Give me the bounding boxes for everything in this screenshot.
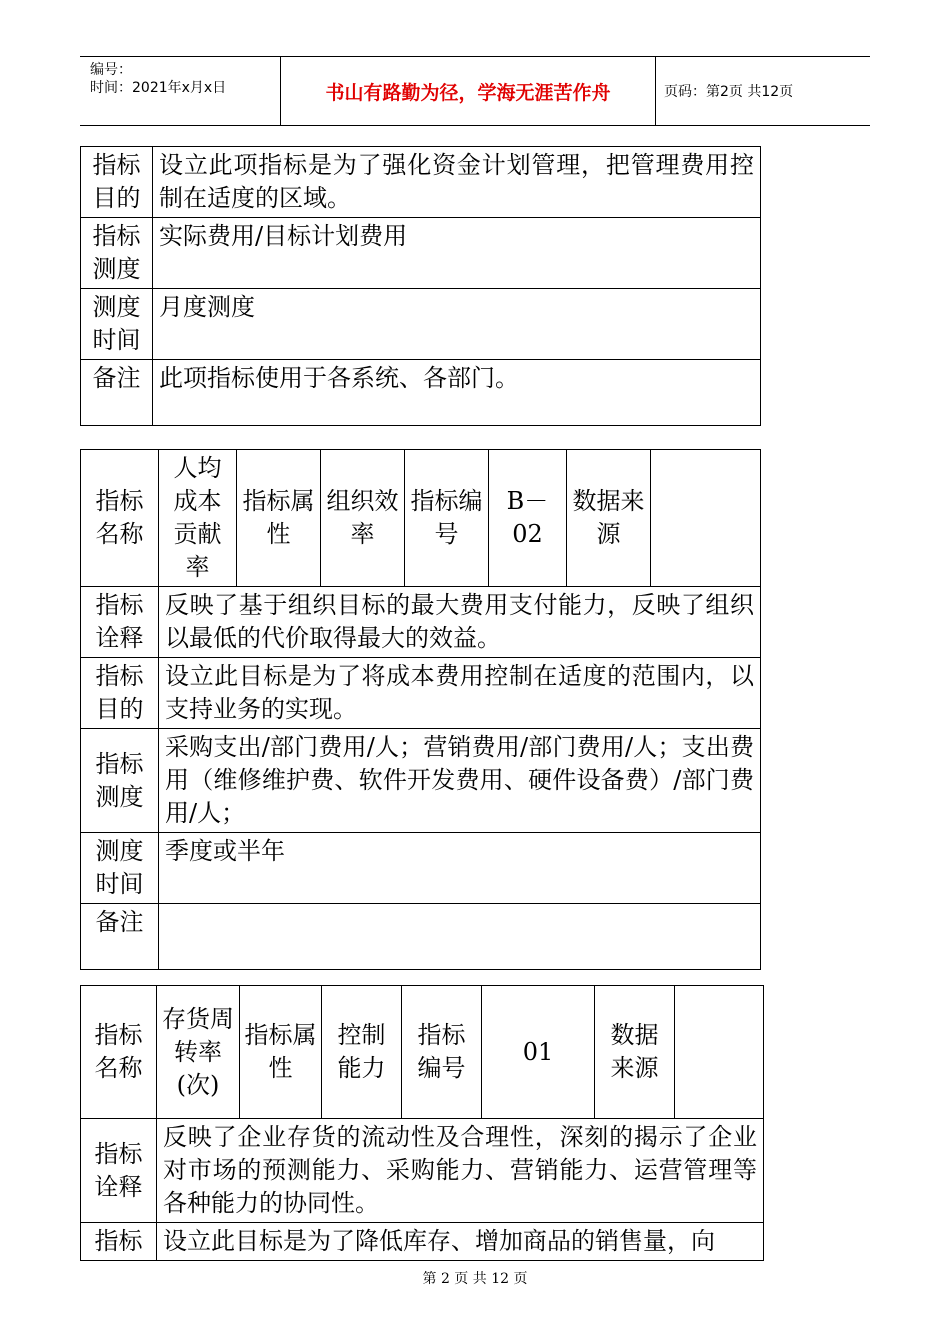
row-label: 指标诠释: [81, 1119, 157, 1223]
row-text: 设立此目标是为了降低库存、增加商品的销售量，向: [157, 1223, 764, 1261]
table-row: [81, 1119, 764, 1223]
row-text: 设立此项指标是为了强化资金计划管理，把管理费用控制在适度的区域。: [153, 147, 761, 218]
table-row: [81, 833, 761, 904]
attr-value: 组织效率: [321, 450, 405, 587]
page-footer: 第 2 页 共 12 页: [422, 1271, 528, 1287]
row-text: [159, 904, 761, 970]
indicator-table-1: [80, 146, 761, 426]
row-text: 月度测度: [153, 289, 761, 360]
header-meta: [90, 61, 226, 97]
row-text: 采购支出/部门费用/人；营销费用/部门费用/人；支出费用（维修维护费、软件开发费用、硬件设备费）/部门费用/人；: [159, 729, 761, 833]
table-row: [81, 587, 761, 658]
table-head-row: [81, 450, 761, 587]
row-label: 指标测度: [81, 218, 153, 289]
name-label: 指标名称: [81, 986, 157, 1119]
table-row: [81, 218, 761, 289]
code-label: 指标编号: [402, 986, 482, 1119]
header-motto: 书山有路勤为径，学海无涯苦作舟: [280, 57, 656, 125]
code-value: 01: [482, 986, 595, 1119]
table-row: [81, 658, 761, 729]
attr-value: 控制能力: [322, 986, 402, 1119]
code-value: B－02: [489, 450, 567, 587]
source-label: 数据来源: [595, 986, 675, 1119]
code-label: 指标编号: [405, 450, 489, 587]
source-value: [651, 450, 761, 587]
row-text: 季度或半年: [159, 833, 761, 904]
row-label: 指标: [81, 1223, 157, 1261]
page-header: [80, 56, 870, 126]
row-label: 备注: [81, 360, 153, 426]
name-value: 人均成本贡献率: [159, 450, 237, 587]
doc-number-label: 编号：: [90, 62, 132, 78]
row-label: 测度时间: [81, 833, 159, 904]
row-label: 备注: [81, 904, 159, 970]
table-row: [81, 360, 761, 426]
header-page-info: 页码：第2页 共12页: [664, 84, 794, 100]
table-row: [81, 147, 761, 218]
row-text: 此项指标使用于各系统、各部门。: [153, 360, 761, 426]
row-text: 反映了基于组织目标的最大费用支付能力，反映了组织以最低的代价取得最大的效益。: [159, 587, 761, 658]
attr-label: 指标属性: [240, 986, 322, 1119]
row-text: 设立此目标是为了将成本费用控制在适度的范围内，以支持业务的实现。: [159, 658, 761, 729]
row-text: 反映了企业存货的流动性及合理性，深刻的揭示了企业对市场的预测能力、采购能力、营销能力、运营管理等各种能力的协同性。: [157, 1119, 764, 1223]
row-label: 测度时间: [81, 289, 153, 360]
doc-time: 时间：2021年x月x日: [90, 80, 227, 96]
table-row: [81, 1223, 764, 1261]
row-label: 指标目的: [81, 147, 153, 218]
source-value: [675, 986, 764, 1119]
table-row: [81, 289, 761, 360]
table-row: [81, 904, 761, 970]
row-label: 指标诠释: [81, 587, 159, 658]
name-label: 指标名称: [81, 450, 159, 587]
table-head-row: [81, 986, 764, 1119]
row-text: 实际费用/目标计划费用: [153, 218, 761, 289]
source-label: 数据来源: [567, 450, 651, 587]
indicator-table-3: [80, 985, 764, 1261]
name-value: 存货周转率(次): [157, 986, 240, 1119]
indicator-table-2: [80, 449, 761, 970]
attr-label: 指标属性: [237, 450, 321, 587]
table-row: [81, 729, 761, 833]
row-label: 指标目的: [81, 658, 159, 729]
row-label: 指标测度: [81, 729, 159, 833]
